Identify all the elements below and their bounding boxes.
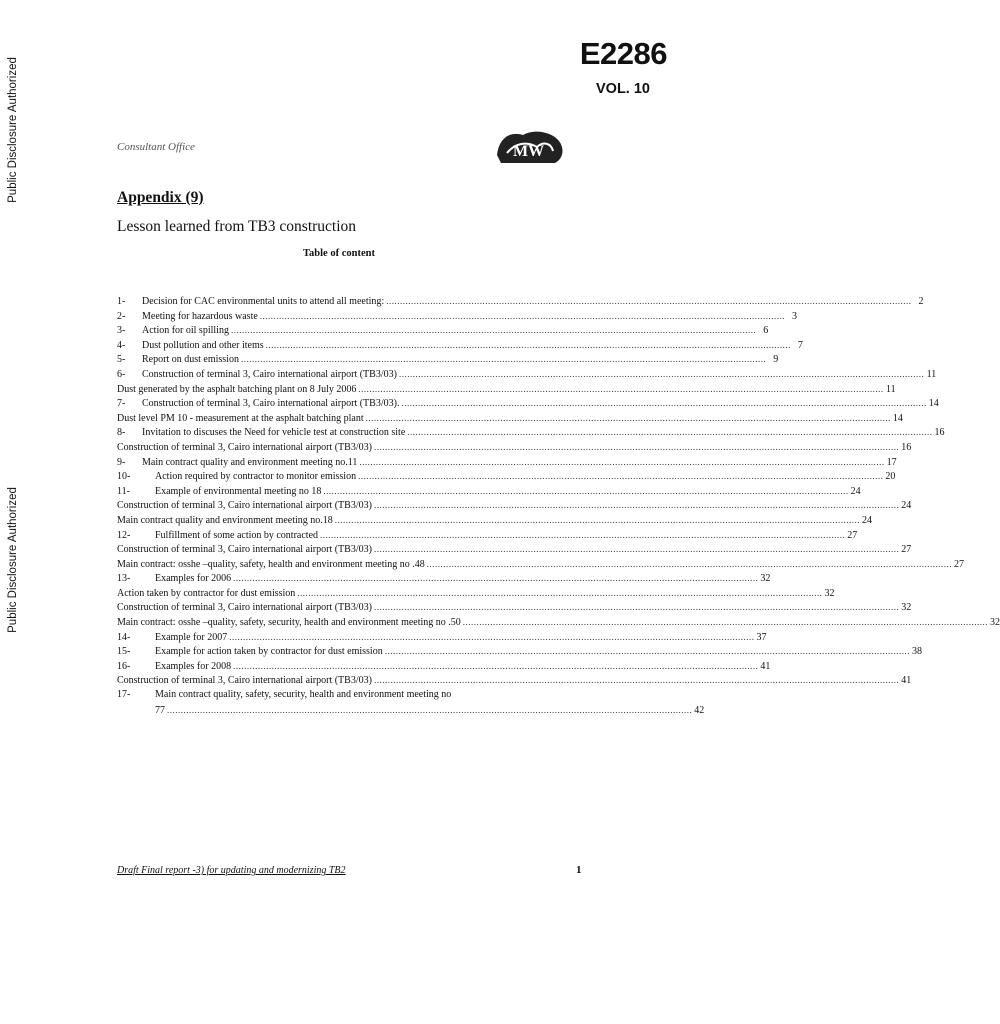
toc-entry-title: 77 — [155, 704, 165, 716]
toc-entry-page: 16 — [934, 427, 945, 439]
footer-report-title: Draft Final report -3) for updating and modernizing TB2 — [117, 865, 346, 876]
footer-page-number: 1 — [576, 864, 582, 876]
toc-entry[interactable] — [117, 338, 803, 353]
toc-leader-dots — [463, 615, 988, 630]
toc-entry-title: Construction of terminal 3, Cairo international airport (TB3/03) — [142, 368, 397, 380]
toc-leader-dots — [386, 294, 911, 309]
toc-entry-page: 32 — [990, 617, 1000, 629]
toc-entry-page: 41 — [760, 660, 771, 672]
toc-entry-number: 3- — [117, 325, 126, 337]
toc-entry-page: 24 — [862, 514, 873, 526]
disclosure-label-top — [5, 30, 21, 230]
toc-entry-number: 16- — [117, 660, 131, 672]
toc-entry[interactable] — [117, 673, 912, 688]
toc-leader-dots — [297, 586, 822, 601]
toc-entry[interactable] — [117, 659, 771, 674]
disclosure-label-middle — [5, 460, 21, 660]
toc-entry-title: Action taken by contractor for dust emission — [117, 587, 296, 599]
toc-entry-page: 16 — [901, 441, 912, 453]
toc-leader-dots — [229, 630, 754, 645]
toc-entry-title: Example of environmental meeting no 18 — [155, 485, 322, 497]
toc-entry-title: Action required by contractor to monitor emission — [155, 471, 357, 483]
toc-leader-dots — [385, 644, 910, 659]
toc-entry-title: Meeting for hazardous waste — [142, 310, 258, 322]
toc-entry-title: Construction of terminal 3, Cairo international airport (TB3/03) — [117, 500, 372, 512]
toc-entry-page: 32 — [760, 573, 771, 585]
toc-entry[interactable] — [117, 513, 873, 528]
toc-entry-title: Invitation to discuses the Need for vehicle test at construction site — [142, 427, 406, 439]
toc-entry-page: 3 — [792, 310, 798, 322]
toc-leader-dots — [167, 703, 692, 718]
toc-entry[interactable] — [117, 440, 912, 455]
toc-entry-number: 17- — [117, 689, 131, 701]
disclosure-label-text: Public Disclosure Authorized — [7, 57, 19, 203]
toc-entry-number: 12- — [117, 529, 131, 541]
toc-entry-title: Example for 2007 — [155, 631, 228, 643]
toc-leader-dots — [323, 484, 848, 499]
toc-entry[interactable] — [117, 688, 583, 703]
toc-entry-page: 6 — [763, 325, 769, 337]
toc-entry-number: 1- — [117, 296, 126, 307]
toc-leader-dots — [399, 367, 924, 382]
toc-entry[interactable] — [117, 352, 779, 367]
document-code: E2286 — [579, 36, 667, 71]
toc-entry-title: Dust pollution and other items — [142, 339, 264, 351]
toc-leader-dots — [374, 673, 899, 688]
toc-entry[interactable] — [117, 309, 798, 324]
toc-entry[interactable] — [117, 294, 924, 309]
toc-entry[interactable] — [117, 586, 835, 601]
toc-entry[interactable] — [117, 455, 897, 470]
toc-entry-title: Construction of terminal 3, Cairo international airport (TB3/03) — [117, 544, 372, 556]
toc-entry-title: Main contract quality and environment meeting no.11 — [142, 456, 358, 468]
toc-entry-page: 7 — [797, 339, 803, 351]
toc-leader-dots — [401, 396, 926, 411]
toc-entry-page: 14 — [928, 398, 939, 410]
toc-entry[interactable] — [117, 600, 912, 615]
toc-leader-dots — [374, 498, 899, 513]
toc-entry-title: Dust generated by the asphalt batching plant on 8 July 2006 — [117, 383, 357, 395]
toc-leader-dots — [241, 352, 766, 367]
toc-entry-title: Construction of terminal 3, Cairo international airport (TB3/03) — [117, 675, 372, 687]
toc-leader-dots — [366, 411, 891, 426]
toc-leader-dots — [374, 600, 899, 615]
toc-entry[interactable] — [117, 469, 896, 484]
logo-text: MW — [513, 143, 545, 160]
company-logo — [493, 125, 565, 167]
toc-entry[interactable] — [117, 528, 858, 543]
toc-leader-dots — [233, 659, 758, 674]
toc-entry-page: 37 — [756, 631, 767, 643]
toc-entry[interactable] — [117, 425, 945, 440]
toc-entry-title: Construction of terminal 3, Cairo international airport (TB3/03) — [117, 602, 372, 614]
disclosure-label-text: Public Disclosure Authorized — [7, 487, 19, 633]
toc-leader-dots — [374, 542, 899, 557]
toc-entry-page: 9 — [773, 354, 779, 366]
toc-entry-page: 38 — [911, 646, 922, 658]
toc-leader-dots — [233, 571, 758, 586]
toc-entry[interactable] — [117, 382, 896, 397]
toc-entry[interactable] — [117, 615, 1000, 630]
toc-entry-title: Report on dust emission — [142, 354, 239, 366]
toc-entry-page: 32 — [901, 602, 912, 614]
toc-entry[interactable] — [117, 367, 937, 382]
volume-number: VOL. 10 — [596, 81, 650, 97]
toc-entry-title: Action for oil spilling — [142, 325, 229, 337]
toc-entry-number: 9- — [117, 456, 126, 468]
toc-entry[interactable] — [117, 323, 769, 338]
toc-entry-number: 5- — [117, 354, 126, 366]
toc-entry-page: 41 — [901, 675, 912, 687]
toc-entry-number: 6- — [117, 368, 126, 380]
consultant-office-label: Consultant Office — [117, 141, 195, 153]
toc-entry-page: 32 — [824, 587, 835, 599]
toc-leader-dots — [358, 469, 883, 484]
toc-leader-dots — [231, 323, 756, 338]
toc-entry[interactable] — [117, 703, 705, 718]
toc-entry-title: Decision for CAC environmental units to attend all meeting: — [142, 296, 385, 307]
toc-entry-number: 7- — [117, 398, 126, 410]
toc-entry-page: 27 — [847, 529, 858, 541]
toc-entry[interactable] — [117, 396, 939, 411]
toc-entry-number: 2- — [117, 310, 126, 322]
toc-entry-number: 13- — [117, 573, 131, 585]
toc-entry[interactable] — [117, 571, 771, 586]
toc-entry-number: 14- — [117, 631, 131, 643]
toc-title: Table of content — [303, 248, 375, 259]
toc-entry[interactable] — [117, 498, 912, 513]
toc-entry-title: Main contract: osshe –quality, safety, health and environment meeting no .48 — [117, 558, 425, 570]
toc-entry-title: Fulfillment of some action by contracted — [155, 529, 319, 541]
toc-entry-page: 14 — [892, 412, 903, 424]
toc-entry-title: Construction of terminal 3, Cairo international airport (TB3/03). — [142, 398, 400, 410]
toc-entry-page: 42 — [694, 704, 705, 716]
toc-entry-title: Examples for 2006 — [155, 573, 232, 585]
toc-entry-number: 15- — [117, 646, 131, 658]
toc-leader-dots — [260, 309, 785, 324]
toc-entry[interactable] — [117, 630, 767, 645]
toc-entry-title: Example for action taken by contractor for dust emission — [155, 646, 383, 658]
toc-entry-number: 8- — [117, 427, 126, 439]
toc-entry-title: Main contract: osshe –quality, safety, security, health and environment meeting no .50 — [117, 617, 461, 629]
toc-entry-page: 17 — [886, 456, 897, 468]
toc-entry-title: Construction of terminal 3, Cairo international airport (TB3/03) — [117, 441, 372, 453]
toc-entry-title: Examples for 2008 — [155, 660, 232, 672]
toc-leader-dots — [358, 382, 883, 397]
toc-leader-dots — [427, 557, 952, 572]
toc-leader-dots — [320, 528, 845, 543]
table-of-contents — [117, 294, 1000, 717]
appendix-heading: Appendix (9) — [117, 189, 204, 206]
toc-entry-title: Main contract quality, safety, security, health and environment meeting no — [155, 689, 452, 701]
document-subtitle: Lesson learned from TB3 construction — [117, 218, 357, 235]
toc-entry[interactable] — [117, 644, 922, 659]
toc-entry[interactable] — [117, 542, 912, 557]
toc-leader-dots — [407, 425, 932, 440]
toc-entry-page: 27 — [954, 558, 965, 570]
toc-entry-page: 2 — [918, 296, 924, 307]
toc-entry[interactable] — [117, 557, 965, 572]
toc-leader-dots — [335, 513, 860, 528]
toc-entry-page: 11 — [886, 383, 896, 395]
toc-entry-title: Dust level PM 10 - measurement at the asphalt batching plant — [117, 412, 364, 424]
toc-leader-dots — [374, 440, 899, 455]
toc-entry-page: 24 — [901, 500, 912, 512]
toc-entry-number: 10- — [117, 471, 131, 483]
toc-entry[interactable] — [117, 484, 861, 499]
toc-entry-title: Main contract quality and environment meeting no.18 — [117, 514, 333, 526]
toc-entry-page: 27 — [901, 544, 912, 556]
toc-entry-number: 11- — [117, 485, 130, 497]
toc-entry-page: 20 — [885, 471, 896, 483]
toc-entry-number: 4- — [117, 339, 126, 351]
toc-entry-page: 11 — [926, 368, 937, 380]
toc-leader-dots — [266, 338, 791, 353]
toc-leader-dots — [359, 455, 884, 470]
toc-entry[interactable] — [117, 411, 903, 426]
toc-entry-page: 24 — [850, 485, 861, 497]
